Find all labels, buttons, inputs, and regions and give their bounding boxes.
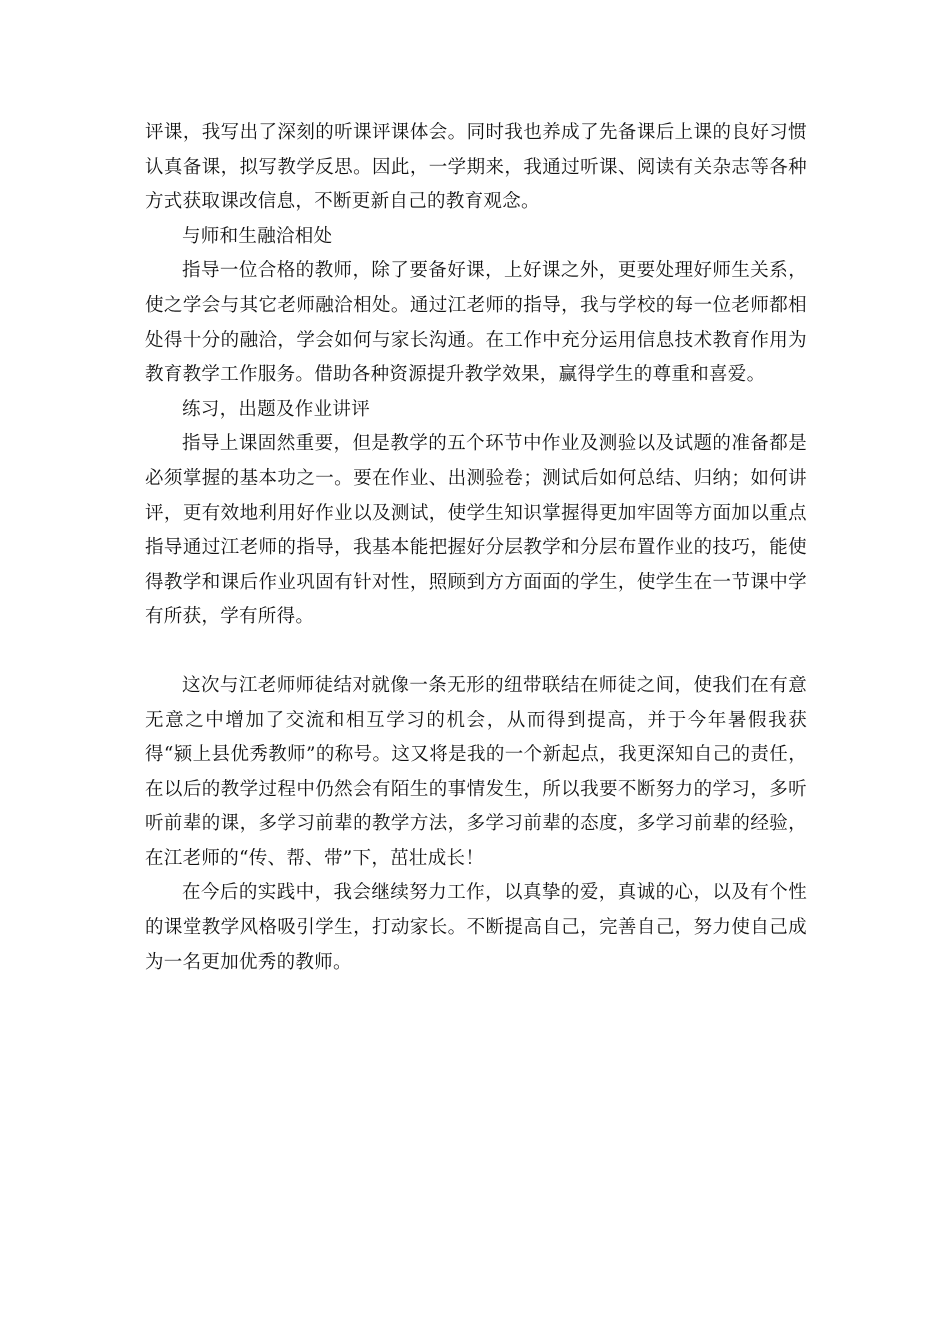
paragraph-spacer xyxy=(145,635,807,669)
section-heading-exercises-homework: 练习，出题及作业讲评 xyxy=(182,398,371,420)
paragraph-future-plans: 在今后的实践中，我会继续努力工作，以真挚的爱，真诚的心，以及有个性的课堂教学风格吸引学生，打动家长。不断提高自己，完善自己，努力使自己成为一名更加优秀的教师。 xyxy=(145,882,807,973)
document-page xyxy=(145,116,807,980)
section-heading-teacher-student-relations: 与师和生融洽相处 xyxy=(182,225,333,247)
paragraph-teacher-student-relations: 指导一位合格的教师，除了要备好课，上好课之外，更要处理好师生关系，使之学会与其它老师融洽相处。通过江老师的指导，我与学校的每一位老师都相处得十分的融洽，学会如何与家长沟通。在工作中充分运用信息技术教育作用为教育教学工作服务。借助各种资源提升教学效果，赢得学生的尊重和喜爱。 xyxy=(145,260,807,386)
paragraph-lesson-review: 评课，我写出了深刻的听课评课体会。同时我也养成了先备课后上课的良好习惯认真备课，拟写教学反思。因此，一学期来，我通过听课、阅读有关杂志等各种方式获取课改信息，不断更新自己的教育观念。 xyxy=(145,122,807,213)
paragraph-mentorship-summary: 这次与江老师师徒结对就像一条无形的纽带联结在师徒之间，使我们在有意无意之中增加了交流和相互学习的机会，从而得到提高，并于今年暑假我获得“颍上县优秀教师”的称号。这又将是我的一个新起点，我更深知自己的责任，在以后的教学过程中仍然会有陌生的事情发生，所以我要不断努力的学习，多听听前辈的课，多学习前辈的教学方法，多学习前辈的态度，多学习前辈的经验，在江老师的“传、帮、带”下，茁壮成长！ xyxy=(145,674,807,869)
paragraph-exercises-homework: 指导上课固然重要，但是教学的五个环节中作业及测验以及试题的准备都是必须掌握的基本功之一。要在作业、出测验卷；测试后如何总结、归纳；如何讲评，更有效地利用好作业以及测试，使学生知识掌握得更加牢固等方面加以重点指导通过江老师的指导，我基本能把握好分层教学和分层布置作业的技巧，能使得教学和课后作业巩固有针对性，照顾到方方面面的学生，使学生在一节课中学有所获，学有所得。 xyxy=(145,433,807,628)
